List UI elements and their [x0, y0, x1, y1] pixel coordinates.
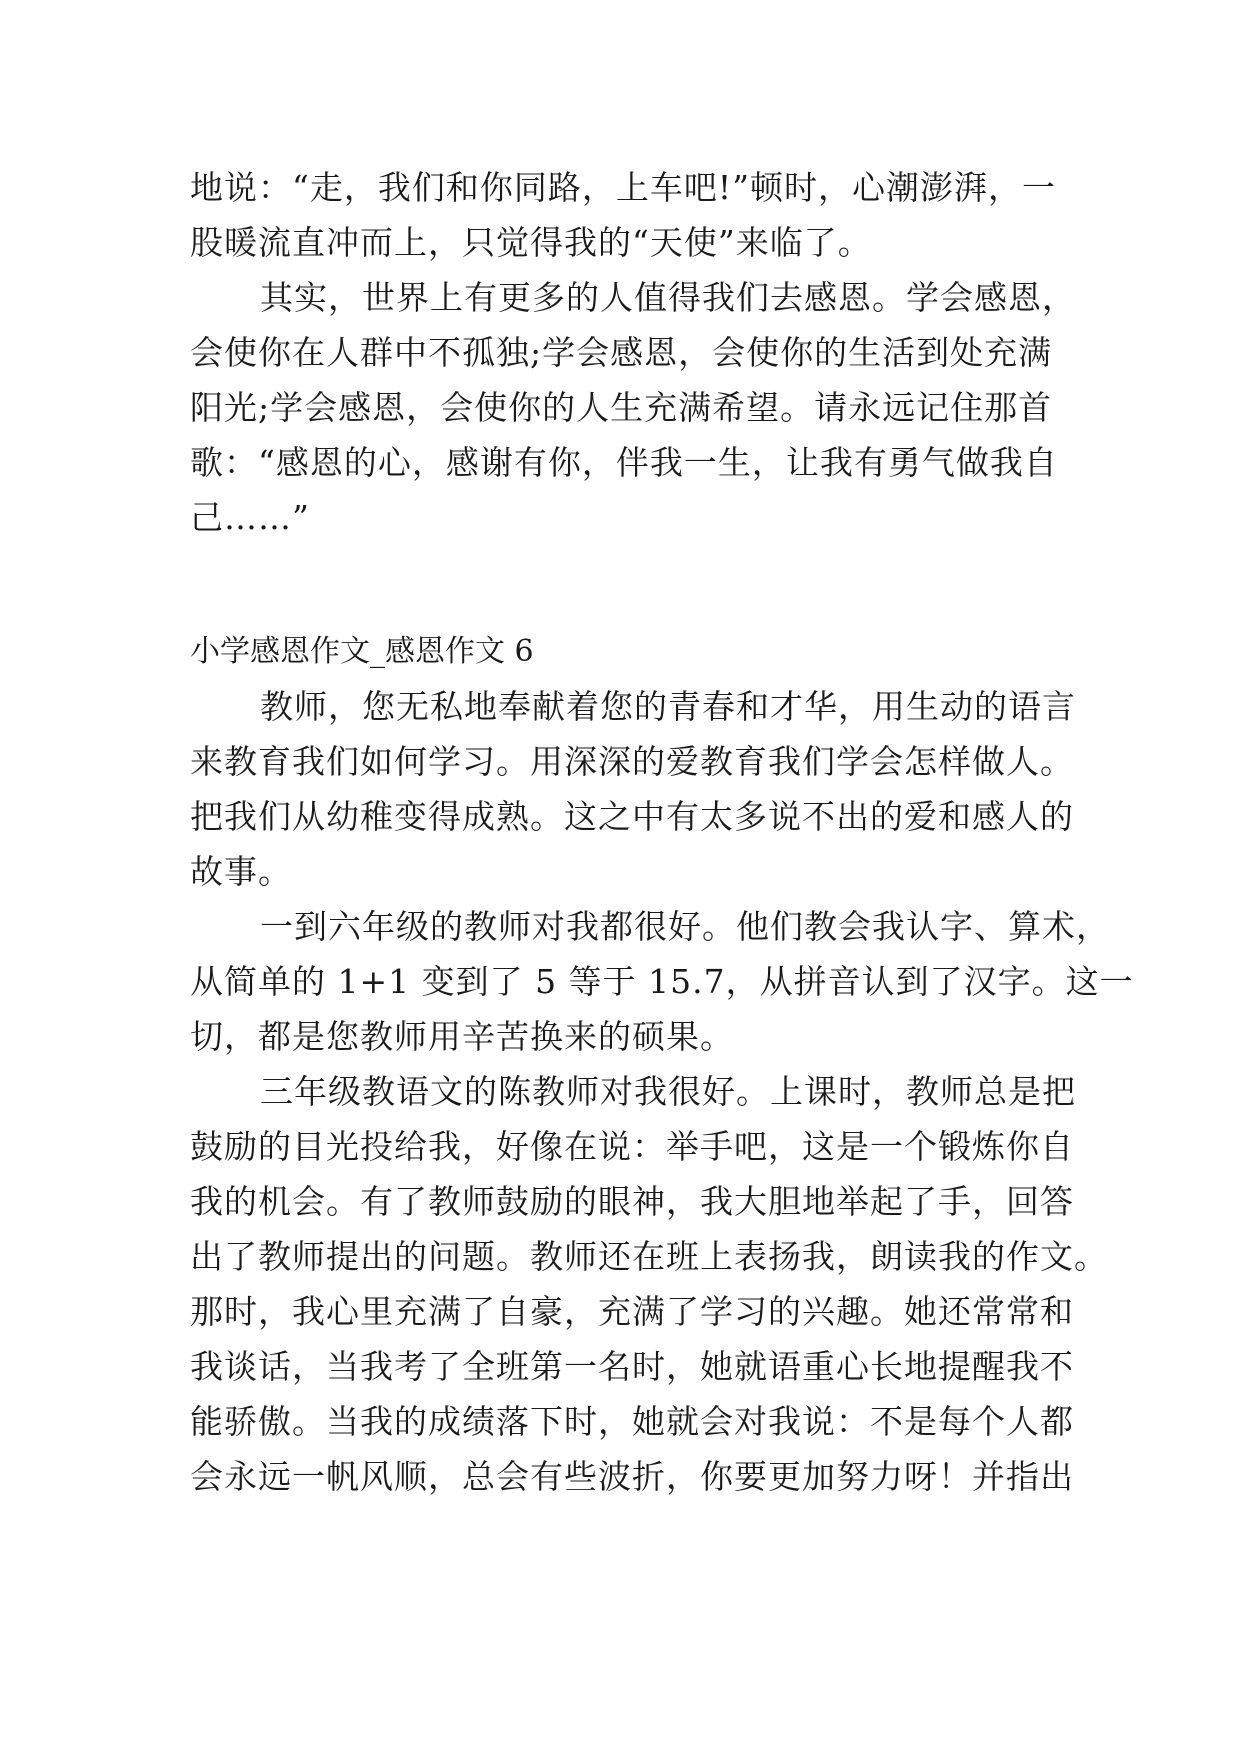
text-line: 教师，您无私地奉献着您的青春和才华，用生动的语言 — [260, 687, 1076, 726]
text-line: 切，都是您教师用辛苦换来的硕果。 — [190, 1017, 734, 1056]
section-heading: 小学感恩作文_感恩作文 6 — [190, 634, 534, 669]
text-line: 阳光;学会感恩，会使你的人生充满希望。请永远记住那首 — [190, 388, 1053, 427]
essay-section-6 — [190, 624, 1134, 1504]
essay-continuation — [190, 160, 1076, 545]
text-line: 股暖流直冲而上，只觉得我的“天使”来临了。 — [190, 223, 872, 262]
text-line: 鼓励的目光投给我，好像在说：举手吧，这是一个锻炼你自 — [190, 1127, 1074, 1166]
text-line: 己……” — [190, 498, 310, 537]
text-line: 其实，世界上有更多的人值得我们去感恩。学会感恩， — [260, 278, 1076, 317]
text-line: 来教育我们如何学习。用深深的爱教育我们学会怎样做人。 — [190, 742, 1074, 781]
text-line: 出了教师提出的问题。教师还在班上表扬我，朗读我的作文。 — [190, 1237, 1108, 1276]
text-line: 地说：“走，我们和你同路，上车吧!”顿时，心潮澎湃，一 — [190, 168, 1057, 207]
text-line: 我谈话，当我考了全班第一名时，她就语重心长地提醒我不 — [190, 1347, 1074, 1386]
text-line: 那时，我心里充满了自豪，充满了学习的兴趣。她还常常和 — [190, 1292, 1074, 1331]
text-line: 一到六年级的教师对我都很好。他们教会我认字、算术， — [260, 907, 1110, 946]
text-line: 把我们从幼稚变得成熟。这之中有太多说不出的爱和感人的 — [190, 797, 1074, 836]
text-line: 会永远一帆风顺，总会有些波折，你要更加努力呀！并指出 — [190, 1457, 1074, 1496]
text-line: 能骄傲。当我的成绩落下时，她就会对我说：不是每个人都 — [190, 1402, 1074, 1441]
text-line: 故事。 — [190, 852, 292, 891]
text-line: 三年级教语文的陈教师对我很好。上课时，教师总是把 — [260, 1072, 1076, 1111]
text-line: 我的机会。有了教师鼓励的眼神，我大胆地举起了手，回答 — [190, 1182, 1074, 1221]
text-line: 会使你在人群中不孤独;学会感恩，会使你的生活到处充满 — [190, 333, 1053, 372]
text-line: 从简单的 1+1 变到了 5 等于 15.7，从拼音认到了汉字。这一 — [190, 962, 1134, 1001]
text-line: 歌：“感恩的心，感谢有你，伴我一生，让我有勇气做我自 — [190, 443, 1058, 482]
